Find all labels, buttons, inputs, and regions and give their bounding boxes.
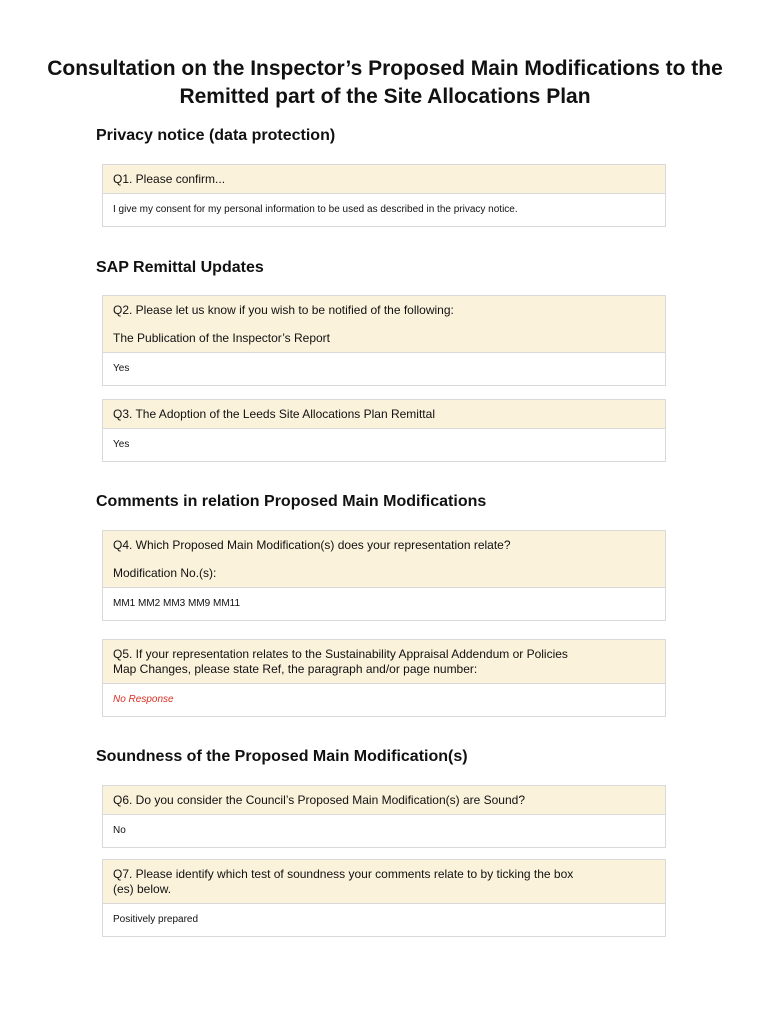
question-card-q2 [102,295,666,386]
question-text: Q3. The Adoption of the Leeds Site Allocations Plan Remittal [113,407,435,421]
question-card-q7 [102,859,666,937]
question-text: Q4. Which Proposed Main Modification(s) does your representation relate? [113,538,511,552]
question-text-line-2: (es) below. [113,882,172,896]
page-title-line-2: Remitted part of the Site Allocations Plan [179,85,591,108]
question-header [103,296,665,353]
question-header [103,786,665,815]
question-text-line-2: Map Changes, please state Ref, the paragraph and/or page number: [113,662,478,676]
question-text-line-1: Q5. If your representation relates to the Sustainability Appraisal Addendum or Policies [113,647,568,661]
page-title [0,55,770,111]
answer-text: MM1 MM2 MM3 MM9 MM11 [103,588,665,620]
section-heading-sap-remittal: SAP Remittal Updates [96,259,264,276]
question-text: Q6. Do you consider the Council’s Proposed Main Modification(s) are Sound? [113,793,525,807]
question-subtext: The Publication of the Inspector’s Report [113,331,331,345]
question-card-q4 [102,530,666,621]
question-header [103,400,665,429]
question-subtext: Modification No.(s): [113,566,217,580]
question-header [103,531,665,588]
question-text-line-1: Q7. Please identify which test of soundness your comments relate to by ticking the box [113,867,574,881]
section-heading-comments: Comments in relation Proposed Main Modifications [96,493,487,510]
section-heading-soundness: Soundness of the Proposed Main Modification(s) [96,748,468,765]
answer-text: I give my consent for my personal information to be used as described in the privacy notice. [103,194,665,226]
question-card-q3 [102,399,666,462]
question-card-q6 [102,785,666,848]
question-header [103,640,665,684]
page-title-line-1: Consultation on the Inspector’s Proposed Main Modifications to the [47,57,723,80]
question-card-q5 [102,639,666,717]
answer-text: Positively prepared [103,904,665,936]
answer-text: Yes [103,353,665,385]
answer-text: No [103,815,665,847]
question-card-q1 [102,164,666,227]
question-text: Q2. Please let us know if you wish to be notified of the following: [113,303,454,317]
no-response-text: No Response [103,684,665,716]
question-text: Q1. Please confirm... [113,172,226,186]
section-heading-privacy: Privacy notice (data protection) [96,127,336,144]
answer-text: Yes [103,429,665,461]
question-header [103,165,665,194]
question-header [103,860,665,904]
